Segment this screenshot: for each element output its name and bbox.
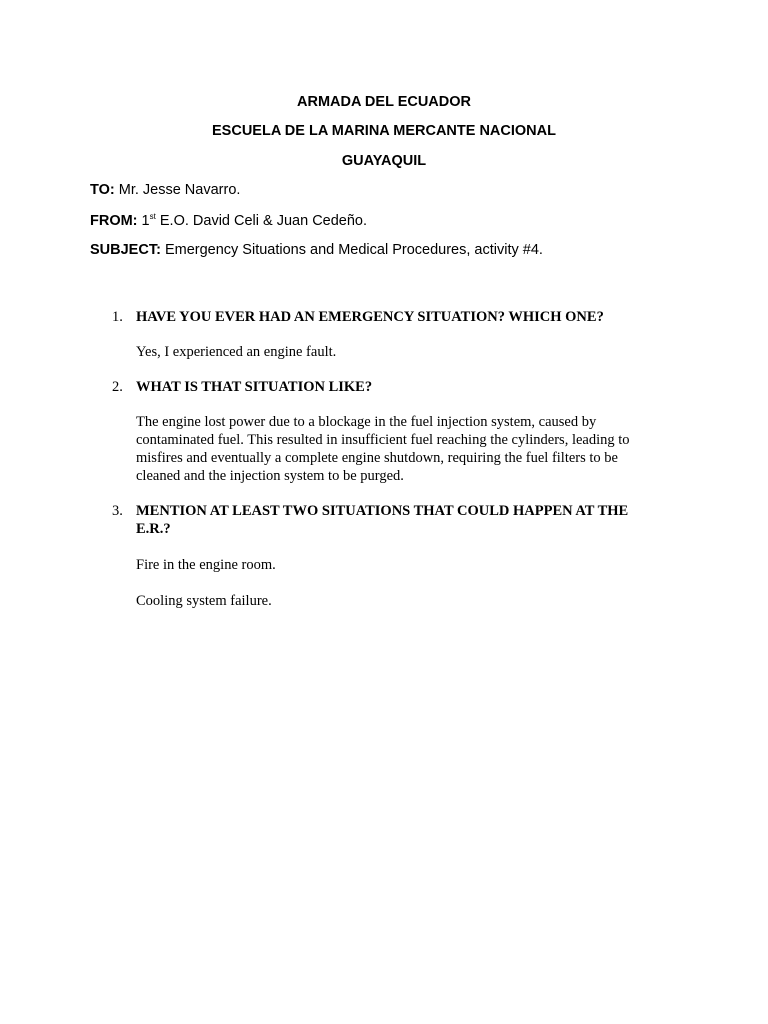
from-value: E.O. David Celi & Juan Cedeño.: [159, 212, 368, 229]
from-num: 1: [141, 212, 150, 229]
question-number: 3.: [112, 503, 123, 519]
answer-text: The engine lost power due to a blockage in the fuel injection system, caused by contaminated fuel. This resulted in insufficient fuel reaching the cylinders, leading to misfires and eventually a complete engine shutdown, requiring the fuel filters to be cleaned and the injection system to be purged.: [136, 414, 630, 484]
question-text: MENTION AT LEAST TWO SITUATIONS THAT COULD HAPPEN AT THE E.R.?: [136, 503, 629, 537]
question-number: 2.: [112, 379, 123, 395]
to-value: Mr. Jesse Navarro.: [118, 182, 241, 198]
from-sup: st: [149, 212, 156, 221]
to-label: TO:: [90, 182, 115, 198]
answer-text: Yes, I experienced an engine fault.: [136, 344, 337, 360]
header-line-3: GUAYAQUIL: [341, 153, 427, 169]
subject-line: [90, 242, 543, 258]
subject-value: Emergency Situations and Medical Procedures, activity #4.: [164, 242, 543, 258]
to-line: [90, 182, 240, 198]
from-label: FROM:: [90, 212, 138, 229]
header-line-1: ARMADA DEL ECUADOR: [297, 94, 471, 110]
answer-text: Fire in the engine room.: [136, 557, 276, 573]
question-number: 1.: [112, 309, 123, 325]
question-text: WHAT IS THAT SITUATION LIKE?: [136, 379, 373, 395]
header-line-2: ESCUELA DE LA MARINA MERCANTE NACIONAL: [212, 123, 556, 139]
from-line: [90, 212, 367, 229]
subject-label: SUBJECT:: [90, 242, 161, 258]
question-text: HAVE YOU EVER HAD AN EMERGENCY SITUATION? WHICH ONE?: [136, 309, 604, 325]
answer-text: Cooling system failure.: [136, 593, 272, 609]
